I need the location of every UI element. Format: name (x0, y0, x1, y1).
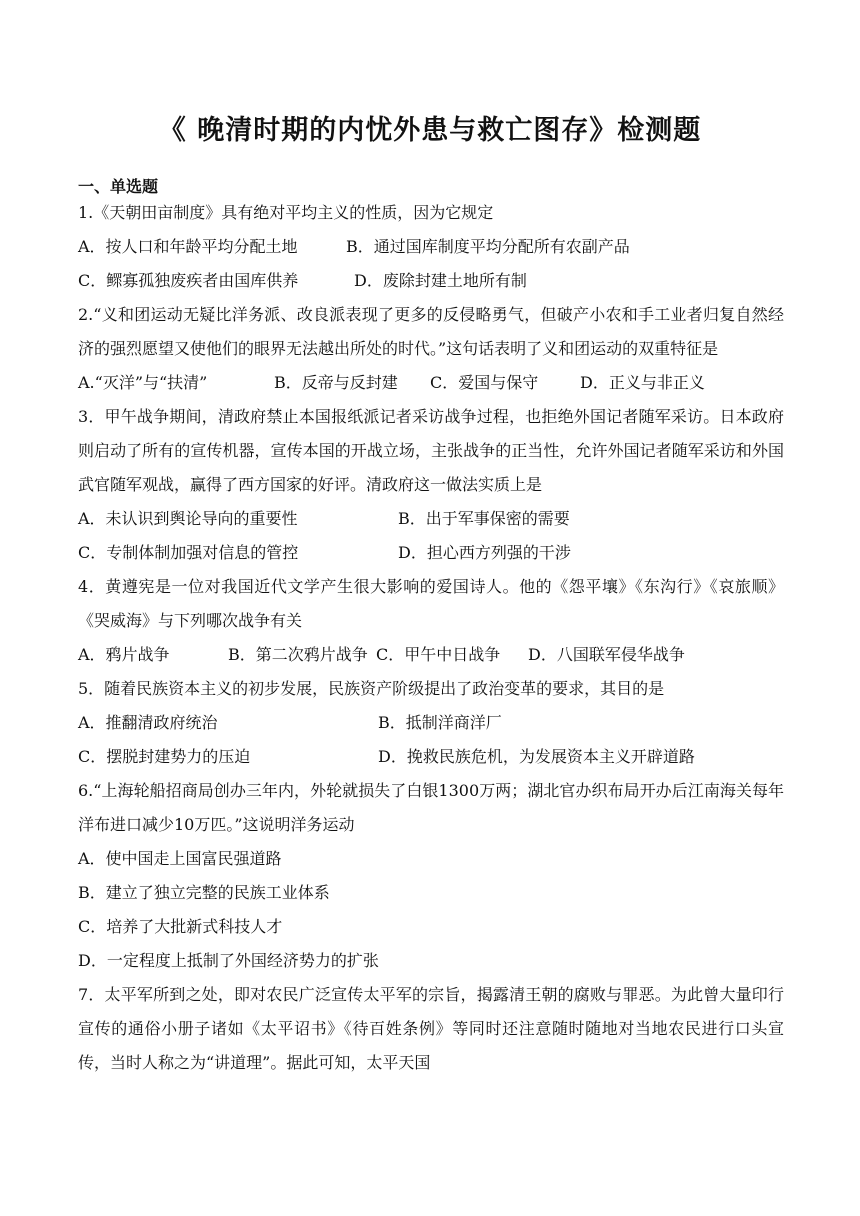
option-d: D．废除封建土地所有制 (354, 271, 527, 290)
option-d: D．八国联军侵华战争 (528, 645, 685, 664)
question-5 (78, 672, 784, 774)
question-stem: 5．随着民族资本主义的初步发展，民族资产阶级提出了政治变革的要求，其目的是 (78, 679, 665, 698)
option-a: A．鸦片战争 (78, 645, 170, 664)
question-7 (78, 978, 784, 1080)
question-stem: 3．甲午战争期间，清政府禁止本国报纸派记者采访战争过程，也拒绝外国记者随军采访。日本政府则启动了所有的宣传机器，宣传本国的开战立场，主张战争的正当性，允许外国记者随军采访和外国武官随军观战，赢得了西方国家的好评。清政府这一做法实质上是 (78, 407, 784, 494)
option-c: C．摆脱封建势力的压迫 (78, 747, 251, 766)
option-row (78, 264, 784, 298)
option-a: A．推翻清政府统治 (78, 713, 218, 732)
option-b: B．反帝与反封建 (274, 373, 398, 392)
option-row (78, 740, 784, 774)
question-2 (78, 298, 784, 400)
question-stem: 7．太平军所到之处，即对农民广泛宣传太平军的宗旨，揭露清王朝的腐败与罪恶。为此曾大量印行宣传的通俗小册子诸如《太平诏书》《待百姓条例》等同时还注意随时随地对当地农民进行口头宣传，当时人称之为“讲道理”。据此可知，太平天国 (78, 985, 784, 1072)
question-6 (78, 774, 784, 978)
question-3 (78, 400, 784, 570)
question-stem: 6.“上海轮船招商局创办三年内，外轮就损失了白银1300万两；湖北官办织布局开办后江南海关每年洋布进口减少10万匹。”这说明洋务运动 (78, 781, 784, 834)
option-row (78, 366, 784, 400)
option-row (78, 230, 784, 264)
option-d: D．担心西方列强的干涉 (398, 543, 571, 562)
question-4 (78, 570, 784, 672)
option-d: D．正义与非正义 (580, 373, 705, 392)
option-a: A.“灭洋”与“扶清” (78, 373, 208, 392)
option-a: A．使中国走上国富民强道路 (78, 849, 282, 868)
option-d: D．一定程度上抵制了外国经济势力的扩张 (78, 951, 379, 970)
option-b: B．抵制洋商洋厂 (378, 713, 502, 732)
option-a: A．未认识到舆论导向的重要性 (78, 509, 298, 528)
option-c: C．爱国与保守 (430, 373, 539, 392)
option-c: C．培养了大批新式科技人才 (78, 917, 283, 936)
question-stem: 1.《天朝田亩制度》具有绝对平均主义的性质，因为它规定 (78, 203, 494, 222)
question-list (78, 196, 784, 1080)
option-b: B．通过国库制度平均分配所有农副产品 (346, 237, 630, 256)
question-1 (78, 196, 784, 298)
option-d: D．挽救民族危机，为发展资本主义开辟道路 (378, 747, 695, 766)
option-row (78, 706, 784, 740)
question-stem: 2.“义和团运动无疑比洋务派、改良派表现了更多的反侵略勇气，但破产小农和手工业者归复自然经济的强烈愿望又使他们的眼界无法越出所处的时代。”这句话表明了义和团运动的双重特征是 (78, 305, 784, 358)
option-b: B．出于军事保密的需要 (398, 509, 570, 528)
option-b: B．第二次鸦片战争 (228, 645, 368, 664)
option-a: A．按人口和年龄平均分配土地 (78, 237, 298, 256)
section-heading: 一、单选题 (78, 177, 159, 196)
option-c: C．鳏寡孤独废疾者由国库供养 (78, 271, 299, 290)
option-c: C．专制体制加强对信息的管控 (78, 543, 299, 562)
option-row (78, 536, 784, 570)
option-c: C．甲午中日战争 (376, 645, 501, 664)
option-row (78, 638, 784, 672)
option-b: B．建立了独立完整的民族工业体系 (78, 883, 330, 902)
option-row (78, 502, 784, 536)
page-title: 《 晚清时期的内忧外患与救亡图存》检测题 (158, 115, 702, 146)
question-stem: 4．黄遵宪是一位对我国近代文学产生很大影响的爱国诗人。他的《怨平壤》《东沟行》《哀旅顺》《哭威海》与下列哪次战争有关 (78, 577, 784, 630)
